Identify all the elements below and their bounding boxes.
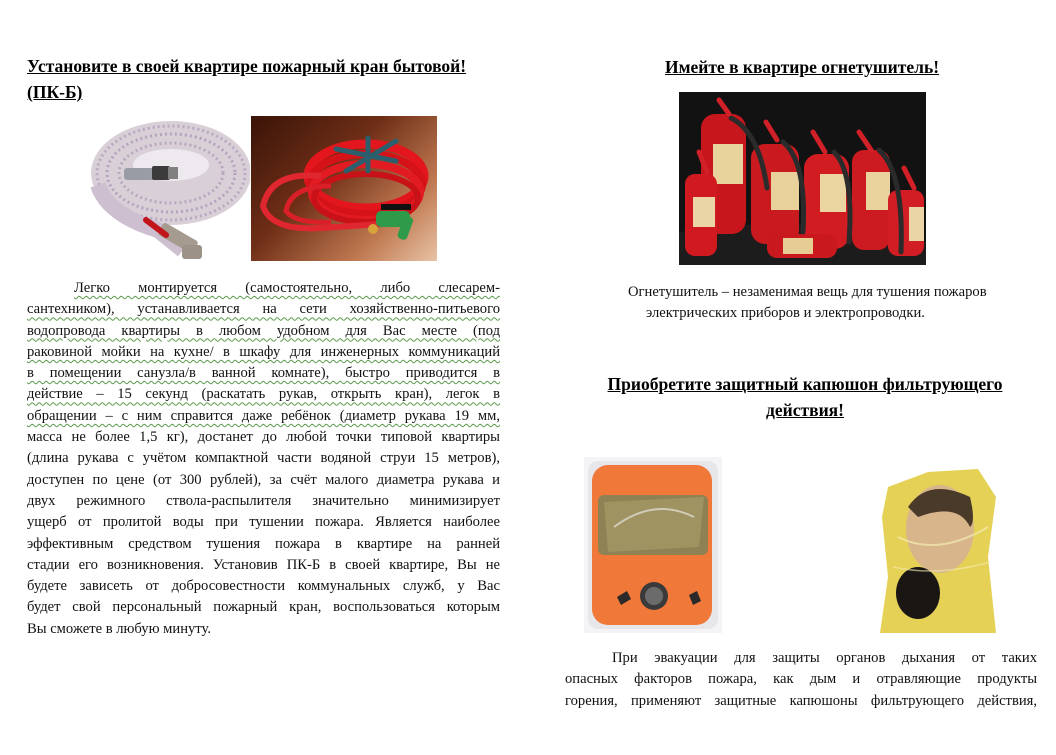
protective-hood-yellow-icon (878, 467, 998, 633)
hose-text-line: будет свой персональный пожарный кран, воспользоваться которым (27, 599, 500, 616)
hose-heading-line: (ПК-Б) (27, 82, 83, 102)
hose-text-line: Легко монтируется (самостоятельно, либо слесарем- (74, 280, 500, 296)
hose-text-line: (длина рукава с учётом компактной части водяной струи 15 метров), (27, 450, 500, 467)
hose-heading-line: Установите в своей квартире пожарный кран бытовой! (27, 56, 467, 76)
hose-text-line: двух режимного ствола-распылителя значительно минимизирует (27, 492, 500, 509)
protective-hood-packaged-image (584, 457, 722, 633)
hose-text-line: будете зависеть от добросовестности коммунальных служб, у Вас (27, 578, 500, 595)
hose-heading (27, 53, 517, 105)
hose-text-line: стадии его возникновения. Установив ПК-Б в своей квартире, Вы не (27, 556, 500, 573)
fire-hose-red-image (251, 116, 437, 261)
extinguisher-heading-text: Имейте в квартире огнетушитель! (664, 57, 940, 77)
hose-text-line: эффективным средством тушения пожара в квартире на ранней (27, 535, 500, 552)
hood-heading-line: Приобретите защитный капюшон фильтрующего (607, 374, 1003, 394)
extinguisher-text-line: Огнетушитель – незаменимая вещь для тушения пожаров (628, 284, 987, 300)
fire-extinguishers-image (679, 92, 926, 265)
hood-text-line: горения, применяют защитные капюшоны фильтрующего действия, (565, 692, 1037, 709)
extinguisher-text-line: электрических приборов и электропроводки. (646, 305, 925, 322)
hose-text-line: Вы сможете в любую минуту. (27, 620, 211, 637)
fire-hose-reel-red-icon (251, 116, 437, 261)
hood-text-line: опасных факторов пожара, как дым и отравляющие продукты (565, 671, 1037, 688)
hood-heading (560, 371, 1050, 423)
extinguisher-heading (560, 54, 1044, 80)
hose-text-line: в помещении санузла/в ванной комнате), быстро приводится в (27, 365, 500, 382)
hose-text-line: доступен по цене (от 300 рублей), за счёт малого диаметра рукава и (27, 471, 500, 488)
hose-text-line: масса не более 1,5 кг), достанет до любой точки типовой квартиры (27, 429, 500, 446)
hose-text-line: обращении – с ним справится даже ребёнок (диаметр рукава 19 мм, (27, 407, 500, 424)
fire-hose-white-image (88, 115, 250, 265)
hose-text-line: раковиной мойки на кухне/ в шкафу для инженерных коммуникаций (27, 343, 500, 360)
hose-text-line: действие – 15 секунд (раскатать рукав, открыть кран), легок в (27, 386, 500, 403)
fire-hose-reel-white-icon (88, 115, 250, 265)
hose-text-line: сантехником), устанавливается на сети хозяйственно-питьевого (27, 301, 500, 318)
protective-hood-worn-image (878, 467, 998, 633)
hose-text-line: водопровода квартиры в любом удобном для Вас месте (под (27, 322, 500, 339)
protective-hood-orange-icon (584, 457, 722, 633)
hood-description (565, 648, 1037, 712)
hose-description (27, 278, 500, 640)
hood-heading-line: действия! (766, 400, 844, 420)
extinguisher-description (560, 282, 1050, 325)
hose-text-line: ущерб от пролитой воды при тушении пожара. Является наиболее (27, 514, 500, 531)
hood-text-line: При эвакуации для защиты органов дыхания от таких (612, 650, 1037, 666)
fire-extinguishers-icon (679, 92, 926, 265)
